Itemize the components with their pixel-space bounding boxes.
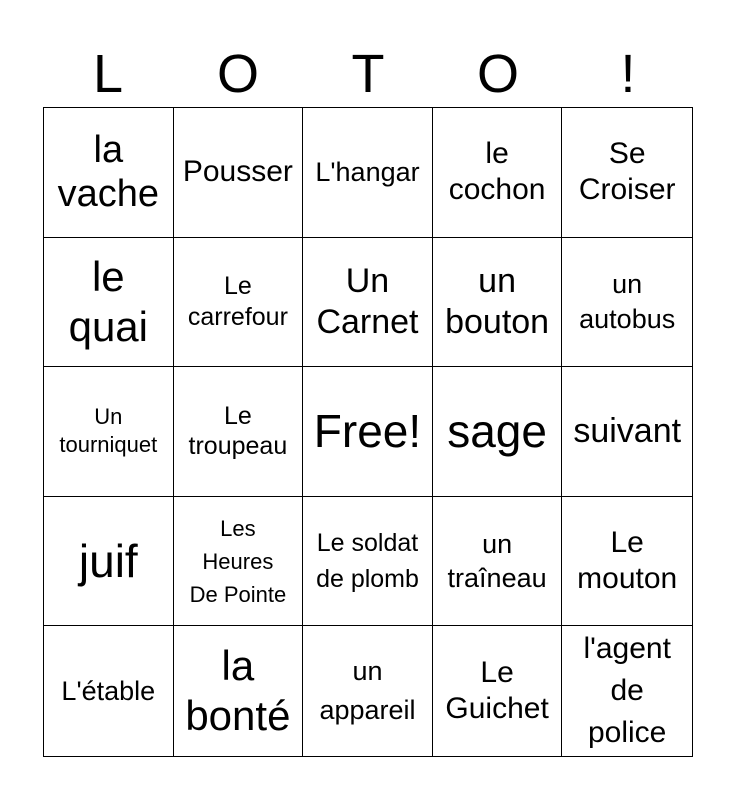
cell-text: un: [612, 269, 643, 300]
cell-text: police: [587, 716, 667, 750]
cell-text: l'agent: [583, 632, 671, 666]
cell-text: Le: [610, 525, 644, 559]
cell-text: Un: [345, 262, 390, 301]
header-letter: O: [476, 44, 519, 104]
bingo-cell[interactable]: [303, 367, 433, 497]
bingo-cell[interactable]: [44, 367, 174, 497]
bingo-cell[interactable]: [562, 108, 692, 238]
bingo-cell[interactable]: [562, 367, 692, 497]
cell-text: un: [478, 262, 516, 301]
cell-text: Heures: [202, 548, 274, 574]
cell-text: Le: [480, 655, 514, 689]
cell-text: carrefour: [187, 302, 288, 331]
cell-text: suivant: [573, 412, 682, 451]
cell-text: mouton: [577, 562, 678, 596]
bingo-cell[interactable]: [433, 497, 563, 627]
cell-text: tourniquet: [59, 432, 158, 458]
cell-text: troupeau: [188, 432, 288, 461]
cell-text: autobus: [579, 303, 676, 334]
cell-text: un: [482, 528, 513, 559]
cell-text: la: [93, 129, 124, 172]
cell-text: sage: [447, 404, 547, 457]
bingo-cell[interactable]: [44, 626, 174, 756]
cell-text: L'étable: [61, 675, 156, 706]
cell-text: vache: [57, 173, 159, 216]
cell-text: Pousser: [182, 155, 293, 188]
bingo-cell[interactable]: [303, 108, 433, 238]
cell-text: Les: [220, 515, 256, 541]
bingo-cell[interactable]: [433, 238, 563, 368]
cell-text: bouton: [445, 302, 550, 341]
bingo-cell[interactable]: [562, 626, 692, 756]
cell-text: De Pointe: [189, 581, 287, 607]
bingo-cell[interactable]: [174, 626, 304, 756]
cell-text: le: [485, 136, 509, 170]
cell-text: Croiser: [578, 173, 676, 207]
bingo-cell[interactable]: [44, 238, 174, 368]
bingo-cell[interactable]: [303, 238, 433, 368]
header-letter: L: [92, 44, 124, 104]
bingo-cell[interactable]: [433, 108, 563, 238]
cell-text: Le soldat: [316, 528, 419, 557]
cell-text: appareil: [319, 695, 416, 726]
bingo-cell[interactable]: [174, 367, 304, 497]
cell-text: juif: [78, 534, 138, 587]
bingo-cell[interactable]: [174, 108, 304, 238]
cell-text: quai: [68, 302, 148, 350]
cell-text: de plomb: [316, 565, 419, 594]
bingo-cell[interactable]: [44, 108, 174, 238]
cell-text: Le: [223, 401, 252, 430]
bingo-cell[interactable]: [303, 626, 433, 756]
cell-text: Se: [608, 136, 646, 170]
bingo-cell[interactable]: [562, 238, 692, 368]
cell-text: L'hangar: [315, 157, 420, 188]
cell-text: cochon: [448, 173, 546, 207]
header-letter: !: [620, 44, 636, 104]
cell-text: Free!: [313, 404, 422, 457]
cell-text: traîneau: [447, 563, 547, 594]
cell-text: bonté: [185, 692, 291, 740]
cell-text: un: [352, 656, 383, 687]
bingo-cell[interactable]: [44, 497, 174, 627]
cell-text: le: [91, 252, 125, 300]
bingo-cell[interactable]: [174, 497, 304, 627]
bingo-cell[interactable]: [433, 626, 563, 756]
bingo-header: [43, 42, 693, 106]
header-letter: T: [351, 44, 385, 104]
cell-text: Carnet: [316, 302, 419, 341]
bingo-cell[interactable]: [562, 497, 692, 627]
bingo-cell[interactable]: [433, 367, 563, 497]
bingo-grid: [43, 107, 693, 757]
cell-text: Guichet: [445, 692, 549, 726]
cell-text: de: [610, 674, 644, 708]
header-letter: O: [216, 44, 259, 104]
bingo-cell[interactable]: [303, 497, 433, 627]
bingo-cell[interactable]: [174, 238, 304, 368]
cell-text: la: [221, 641, 255, 689]
cell-text: Le: [223, 272, 252, 301]
cell-text: Un: [94, 403, 123, 429]
